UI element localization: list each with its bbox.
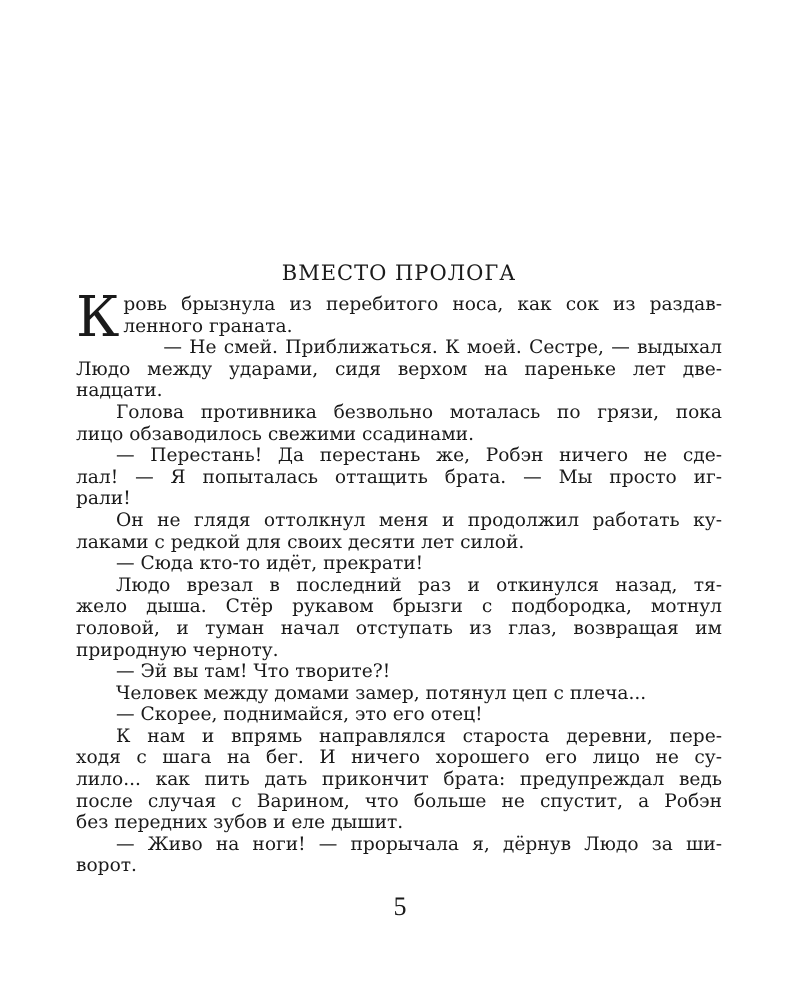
paragraph-12	[76, 834, 722, 877]
text-line: Людо между ударами, сидя верхом на пареньке лет две-	[76, 358, 722, 380]
text-line: надцати.	[76, 380, 163, 402]
text-line: рали!	[76, 488, 131, 510]
text-line: лаками с редкой для своих десяти лет силой.	[76, 531, 525, 553]
text-line: — Сюда кто-то идёт, прекрати!	[116, 553, 424, 575]
paragraph-4	[76, 445, 722, 510]
text-line: — Живо на ноги! — прорычала я, дёрнув Людо за ши-	[116, 833, 722, 855]
chapter-title: ВМЕСТО ПРОЛОГА	[281, 261, 517, 285]
text-line: лал! — Я попыталась оттащить брата. — Мы просто иг-	[76, 466, 722, 488]
paragraph-9	[76, 683, 722, 705]
text-line: ровь брызнула из перебитого носа, как сок из раздав-	[123, 294, 722, 315]
text-line: К нам и впрямь направлялся староста деревни, пере-	[116, 725, 722, 747]
text-line: без передних зубов и еле дышит.	[76, 812, 404, 834]
paragraph-8	[76, 661, 722, 683]
text-line: Он не глядя оттолкнул меня и продолжил работать ку-	[116, 509, 722, 531]
text-line: головой, и туман начал отступать из глаз, возвращая им	[76, 617, 722, 639]
text-line: лицо обзаводилось свежими ссадинами.	[76, 423, 474, 445]
text-line: — Скорее, поднимайся, это его отец!	[116, 704, 483, 726]
text-line: после случая с Варином, что больше не спустит, а Робэн	[76, 790, 722, 812]
text-line: — Эй вы там! Что творите?!	[116, 661, 391, 683]
dropcap-letter: К	[76, 285, 120, 350]
text-line: ленного граната.	[123, 315, 293, 337]
text-line: — Перестань! Да перестань же, Робэн ничего не сде-	[116, 445, 722, 467]
text-line: — Не смей. Приближаться. К моей. Сестре, — выдыхал	[163, 337, 722, 359]
paragraph-5	[76, 510, 722, 553]
paragraph-3	[76, 402, 722, 445]
page-body	[76, 258, 722, 877]
page-number: 5	[393, 892, 407, 921]
text-line: Человек между домами замер, потянул цеп с плеча...	[116, 682, 647, 704]
text-line: Голова противника безвольно моталась по грязи, пока	[116, 401, 722, 423]
text-line: Людо врезал в последний раз и откинулся назад, тя-	[116, 574, 722, 596]
paragraph-10	[76, 704, 722, 726]
paragraph-6	[76, 553, 722, 575]
text-line: жело дыша. Стёр рукавом брызги с подбородка, мотнул	[76, 596, 722, 618]
text-line: лило... как пить дать прикончит брата: предупреждал ведь	[76, 769, 722, 791]
text-line: ходя с шага на бег. И ничего хорошего его лицо не су-	[76, 747, 722, 769]
text-line: природную черноту.	[76, 639, 279, 661]
paragraph-11	[76, 726, 722, 834]
paragraph-7	[76, 575, 722, 661]
text-line: ворот.	[76, 855, 137, 877]
paragraph-2	[76, 337, 722, 402]
